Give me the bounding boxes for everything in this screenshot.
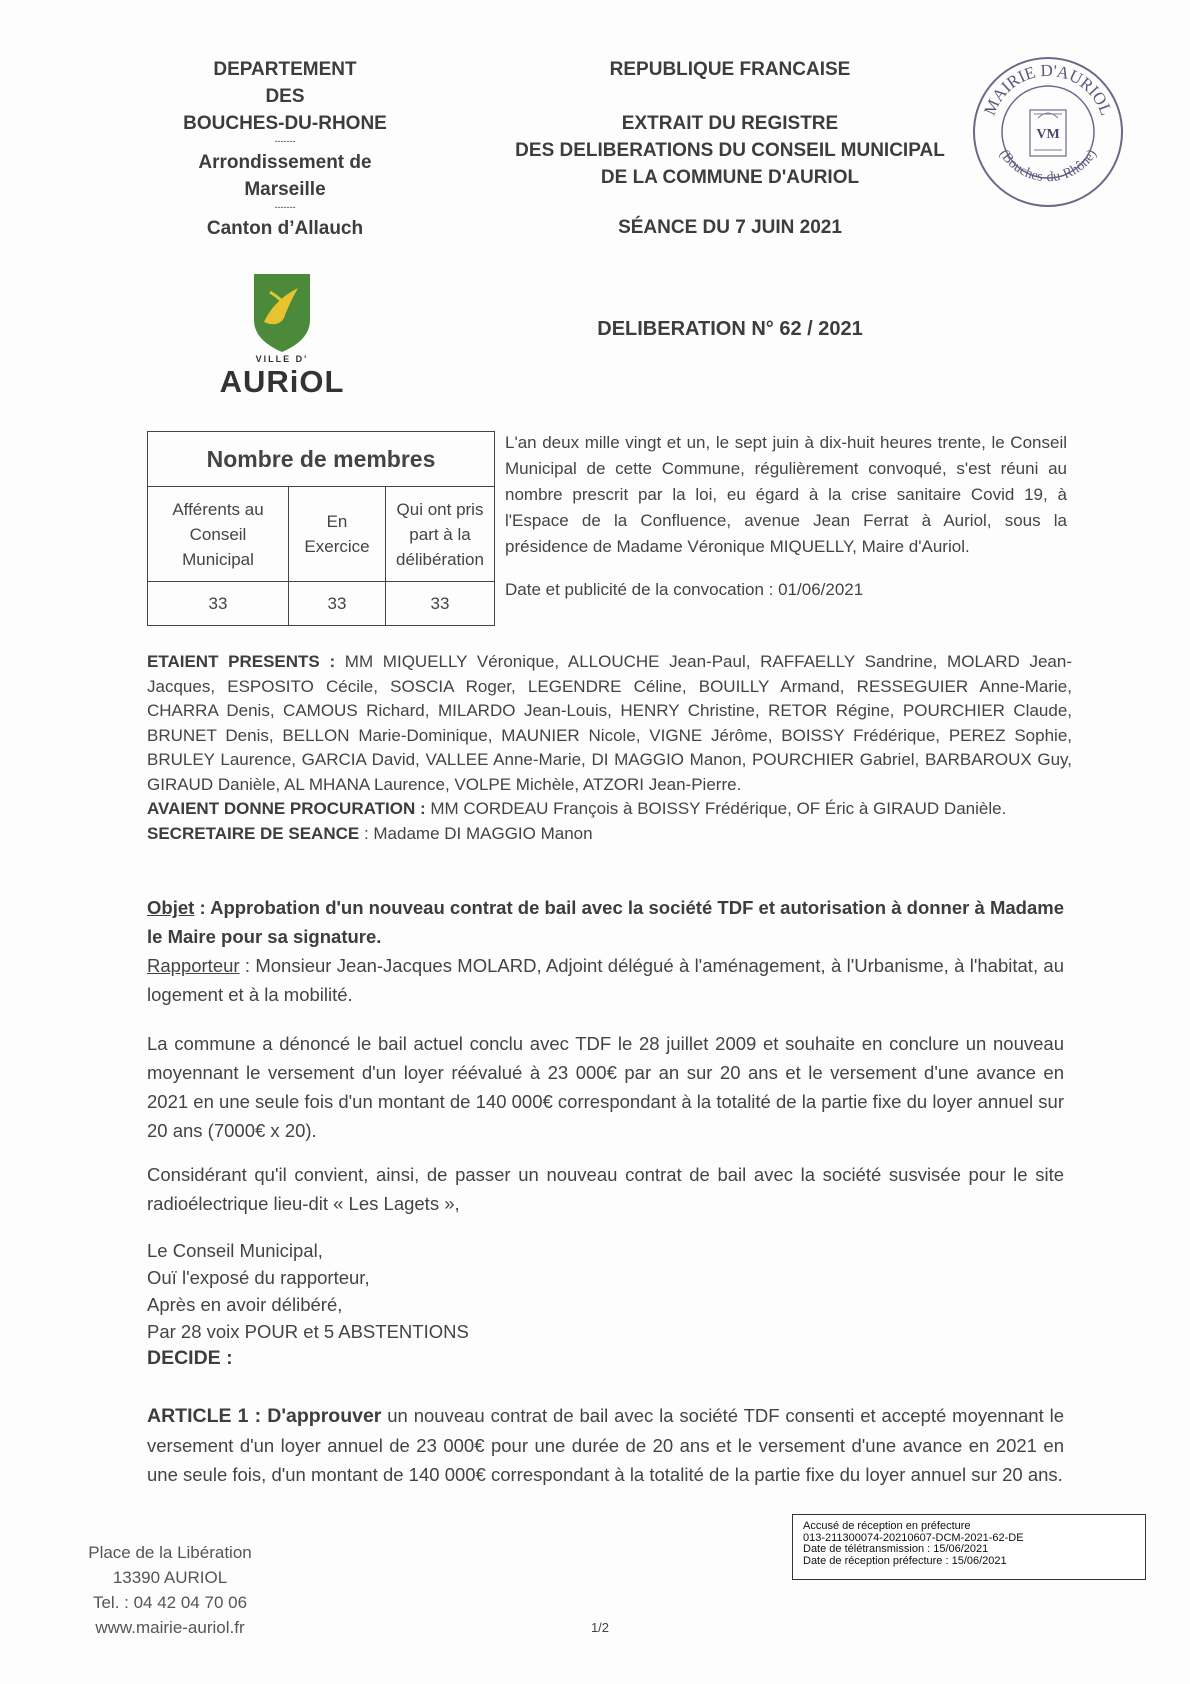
department-line: DEPARTEMENT [213, 59, 357, 80]
object-text: : Approbation d'un nouveau contrat de bail avec la société TDF et autorisation à donner à Madame le Maire pour sa signature. [147, 897, 1064, 947]
members-value: 33 [289, 582, 386, 626]
divider: ------- [274, 136, 296, 146]
council-line: Le Conseil Municipal, [147, 1240, 323, 1261]
arrondissement-line: Arrondissement de [198, 152, 372, 173]
department-line: BOUCHES-DU-RHONE [183, 113, 387, 134]
mairie-address [60, 1540, 280, 1640]
logo-small-text: VILLE D' [255, 354, 309, 364]
convocation-date: Date et publicité de la convocation : 01/06/2021 [505, 580, 864, 599]
members-table-title: Nombre de membres [148, 432, 495, 487]
secretary-label: SECRETAIRE DE SEANCE [147, 823, 360, 843]
decide-heading: DECIDE : [147, 1347, 233, 1369]
deliberation-number: DELIBERATION N° 62 / 2021 [597, 318, 863, 340]
council-block [147, 1237, 1064, 1372]
members-value: 33 [386, 582, 495, 626]
mairie-stamp [968, 52, 1128, 212]
members-value: 33 [148, 582, 289, 626]
website-link[interactable]: www.mairie-auriol.fr [95, 1618, 245, 1637]
stamp-top-text: MAIRIE D'AURIOL [979, 60, 1117, 118]
article-1-label: ARTICLE 1 : D'approuver [147, 1405, 382, 1427]
council-line: Ouï l'exposé du rapporteur, [147, 1267, 370, 1288]
session-intro: L'an deux mille vingt et un, le sept juin à dix-huit heures trente, le Conseil Municipal de cette Commune, régulièrement convoqué, s'est réuni au nombre prescrit par la loi, eu égard à la crise sanitaire Covid 19, à l'Espace de la Confluence, avenue Jean Ferrat à Auriol, sous la présidence de Madame Véronique MIQUELLY, Maire d'Auriol. [505, 433, 1067, 556]
article-1 [147, 1401, 1064, 1489]
receipt-line: Date de réception préfecture : 15/06/2021 [803, 1554, 1007, 1567]
attendance-block [147, 650, 1072, 846]
address-line: 13390 AURIOL [112, 1568, 228, 1587]
proxy-list: MM CORDEAU François à BOISSY Frédérique, OF Éric à GIRAUD Danièle. [425, 799, 1007, 818]
members-header: Qui ont pris part à la délibération [386, 487, 495, 582]
rapporteur-label: Rapporteur [147, 955, 240, 976]
svg-text:(Bouches-du-Rhône) [996, 147, 1100, 185]
page-number: 1/2 [590, 1620, 610, 1635]
rapporteur-line [147, 951, 1064, 1009]
extract-line: EXTRAIT DU REGISTRE [621, 113, 839, 134]
present-members [147, 650, 1072, 797]
members-header: Afférents au Conseil Municipal [148, 487, 289, 582]
department-line: DES [265, 86, 305, 107]
secretary [147, 822, 1072, 847]
receipt-line: Date de télétransmission : 15/06/2021 [803, 1543, 989, 1555]
department-header [160, 56, 410, 242]
members-header: En Exercice [289, 487, 386, 582]
present-list: MM MIQUELLY Véronique, ALLOUCHE Jean-Paul, RAFFAELLY Sandrine, MOLARD Jean-Jacques, ESPOSITO Cécile, SOSCIA Roger, LEGENDRE Céline, BOUILLY Armand, RESSEGUIER Anne-Marie, CHARRA Denis, CAMOUS Richard, MILARDO Jean-Louis, HENRY Christine, RETOR Régine, POURCHIER Claude, BRUNET Denis, BELLON Marie-Dominique, MAUNIER Nicole, VIGNE Jérôme, BOISSY Frédérique, PEREZ Sophie, BRULEY Laurence, GARCIA David, VALLEE Anne-Marie, DI MAGGIO Manon, POURCHIER Gabriel, BARBAROUX Guy, GIRAUD Danièle, AL MHANA Laurence, VOLPE Michèle, ATZORI Jean-Pierre. [147, 652, 1072, 794]
logo-name: AURiOL [219, 364, 345, 399]
republic-title: REPUBLIQUE FRANCAISE [609, 59, 851, 80]
object-label: Objet [147, 897, 195, 918]
object-block [147, 893, 1064, 1009]
secretary-name: : Madame DI MAGGIO Manon [359, 823, 593, 843]
rapporteur-text: : Monsieur Jean-Jacques MOLARD, Adjoint délégué à l'aménagement, à l'Urbanisme, à l'habitat, au logement et à la mobilité. [147, 955, 1064, 1005]
object-line [147, 893, 1064, 951]
members-table [147, 431, 495, 626]
receipt-line: Accusé de réception en préfecture [803, 1520, 971, 1532]
proxies [147, 797, 1072, 822]
address-line: Place de la Libération [88, 1543, 252, 1562]
prefecture-receipt [792, 1514, 1146, 1580]
article-1-text: un nouveau contrat de bail avec la société TDF consenti et accepté moyennant le versement d'un loyer annuel de 23 000€ pour une durée de 20 ans et le versement d'une avance en 2021 en une seule fois, d'un montant de 140 000€ correspondant à la totalité de la partie fixe du loyer annuel sur 20 ans. [147, 1405, 1064, 1485]
phone-number: Tel. : 04 42 04 70 06 [92, 1593, 248, 1612]
receipt-line: 013-211300074-20210607-DCM-2021-62-DE [803, 1531, 1024, 1544]
register-header [500, 56, 960, 241]
proxy-label: AVAIENT DONNE PROCURATION : [147, 799, 426, 818]
context-paragraph: La commune a dénoncé le bail actuel conclu avec TDF le 28 juillet 2009 et souhaite en conclure un nouveau moyennant le versement d'un loyer réévalué à 23 000€ par an sur 20 ans et le versement d'une avance en 2021 en une seule fois d'un montant de 140 000€ correspondant à la totalité de la partie fixe du loyer annuel sur 20 ans (7000€ x 20). [147, 1033, 1064, 1141]
auriol-logo [200, 272, 370, 402]
extract-line: DE LA COMMUNE D'AURIOL [600, 167, 860, 188]
session-date: SÉANCE DU 7 JUIN 2021 [618, 217, 842, 238]
stamp-monogram: VM [1036, 127, 1060, 142]
canton-line: Canton d’Allauch [206, 218, 364, 239]
divider: ------- [274, 202, 296, 212]
present-label: ETAIENT PRESENTS : [147, 652, 336, 671]
arrondissement-line: Marseille [244, 179, 326, 200]
vote-result: Par 28 voix POUR et 5 ABSTENTIONS [147, 1321, 469, 1342]
considering-paragraph: Considérant qu'il convient, ainsi, de passer un nouveau contrat de bail avec la société susvisée pour le site radioélectrique lieu-dit « Les Lagets », [147, 1164, 1064, 1214]
extract-line: DES DELIBERATIONS DU CONSEIL MUNICIPAL [515, 140, 945, 161]
stamp-bottom-text: (Bouches-du-Rhône) [995, 147, 1101, 186]
council-line: Après en avoir délibéré, [147, 1294, 343, 1315]
